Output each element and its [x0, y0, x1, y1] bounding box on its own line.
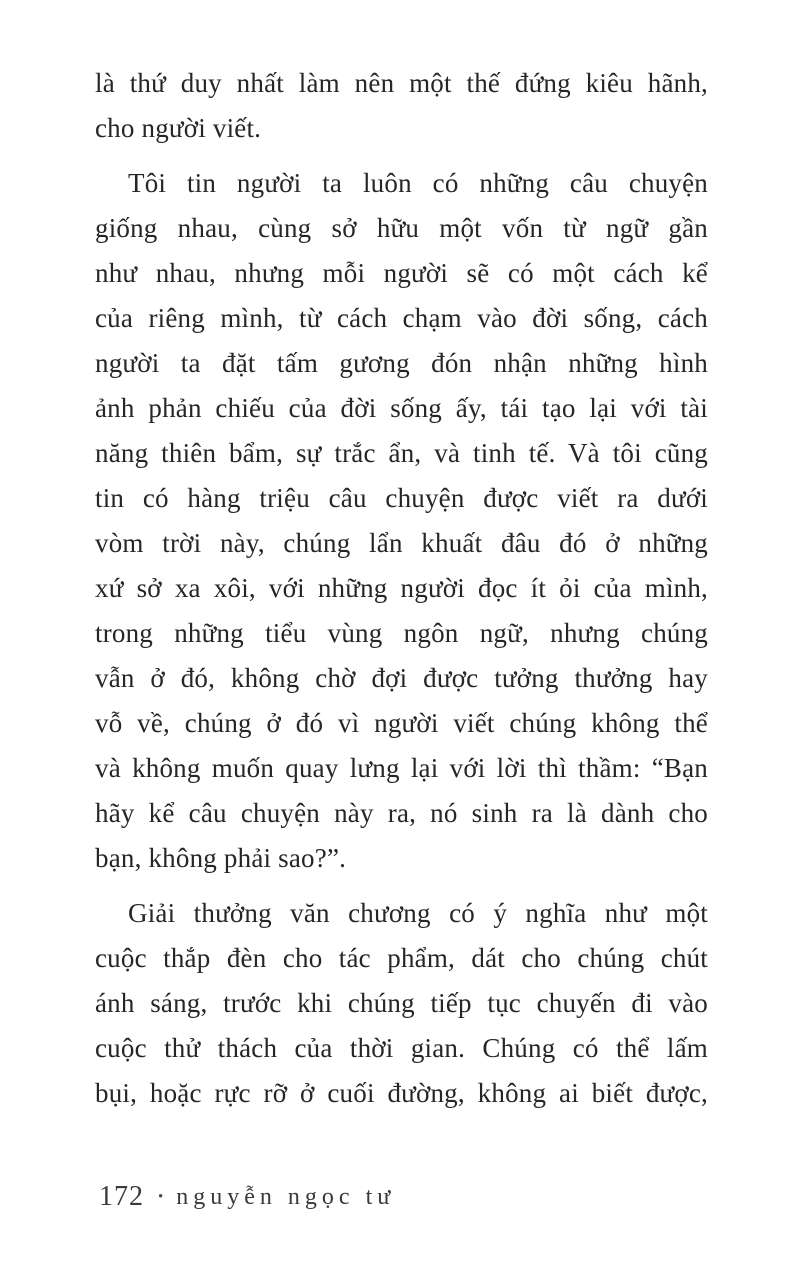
text-line: tin có hàng triệu câu chuyện được viết ra dưới: [95, 483, 708, 513]
page-footer: [99, 1180, 395, 1214]
text-line: xứ sở xa xôi, với những người đọc ít ỏi của mình,: [95, 573, 708, 603]
text-line: cho người viết.: [95, 113, 262, 143]
text-line: giống nhau, cùng sở hữu một vốn từ ngữ gần: [95, 213, 708, 243]
author-name: nguyễn ngọc tư: [176, 1184, 396, 1210]
text-line: cuộc thử thách của thời gian. Chúng có thể lấm: [95, 1033, 708, 1063]
text-line: vẫn ở đó, không chờ đợi được tưởng thưởng hay: [95, 663, 708, 693]
text-line: Giải thưởng văn chương có ý nghĩa như một: [128, 898, 708, 928]
text-line: là thứ duy nhất làm nên một thế đứng kiêu hãnh,: [95, 68, 708, 98]
footer-separator-icon: •: [158, 1188, 164, 1205]
text-line: Tôi tin người ta luôn có những câu chuyện: [128, 168, 708, 198]
text-line: của riêng mình, từ cách chạm vào đời sống, cách: [95, 303, 708, 333]
page-number: 172: [99, 1181, 144, 1212]
text-line: vỗ về, chúng ở đó vì người viết chúng không thể: [95, 708, 708, 738]
text-line: người ta đặt tấm gương đón nhận những hình: [95, 348, 708, 378]
text-line: ánh sáng, trước khi chúng tiếp tục chuyến đi vào: [95, 988, 708, 1018]
text-line: bạn, không phải sao?”.: [95, 843, 347, 873]
text-line: năng thiên bẩm, sự trắc ẩn, và tinh tế. Và tôi cũng: [95, 438, 708, 468]
text-line: bụi, hoặc rực rỡ ở cuối đường, không ai biết được,: [95, 1078, 708, 1108]
text-line: cuộc thắp đèn cho tác phẩm, dát cho chúng chút: [95, 943, 708, 973]
text-line: ảnh phản chiếu của đời sống ấy, tái tạo lại với tài: [95, 393, 708, 423]
body-text: [95, 61, 708, 1116]
text-line: như nhau, nhưng mỗi người sẽ có một cách kể: [95, 258, 708, 288]
text-line: hãy kể câu chuyện này ra, nó sinh ra là dành cho: [95, 798, 708, 828]
text-line: vòm trời này, chúng lẩn khuất đâu đó ở những: [95, 528, 708, 558]
text-line: và không muốn quay lưng lại với lời thì thầm: “Bạn: [95, 753, 708, 783]
text-line: trong những tiểu vùng ngôn ngữ, nhưng chúng: [95, 618, 708, 648]
